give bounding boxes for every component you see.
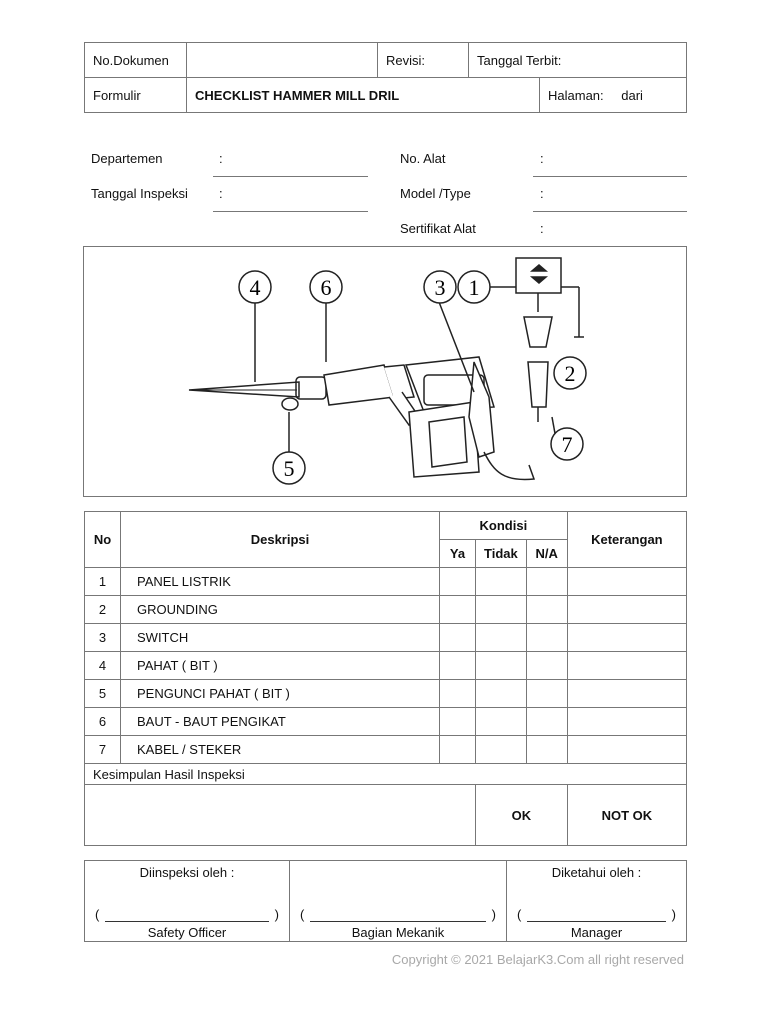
callout-1 [458, 271, 490, 303]
na-checkbox-cell[interactable] [526, 680, 567, 708]
ya-checkbox-cell[interactable] [440, 680, 476, 708]
na-checkbox-cell[interactable] [526, 652, 567, 680]
plug-shape [528, 362, 548, 407]
na-checkbox-cell[interactable] [526, 736, 567, 764]
tidak-checkbox-cell[interactable] [476, 596, 527, 624]
diinspeksi-label: Diinspeksi oleh : [139, 865, 235, 880]
model-type-label: Model /Type [400, 186, 471, 201]
halaman-cell [540, 78, 687, 113]
callout-2 [554, 357, 586, 389]
svg-text:3: 3 [434, 275, 446, 300]
ya-checkbox-cell[interactable] [440, 652, 476, 680]
checklist-row [85, 736, 687, 764]
keterangan-cell[interactable] [567, 652, 686, 680]
row-number: 4 [85, 652, 121, 680]
signature-cell-bagian-mekanik [290, 861, 507, 942]
ya-checkbox-cell[interactable] [440, 568, 476, 596]
na-checkbox-cell[interactable] [526, 568, 567, 596]
callout-5 [273, 452, 305, 484]
tidak-checkbox-cell[interactable] [476, 568, 527, 596]
callout-6 [310, 271, 342, 303]
col-tidak-header: Tidak [476, 540, 527, 568]
model-type-colon: : [540, 186, 544, 201]
tanggal-inspeksi-colon: : [219, 186, 223, 201]
diketahui-label: Diketahui oleh : [551, 865, 642, 880]
open-paren: ( [517, 907, 522, 922]
keterangan-cell[interactable] [567, 568, 686, 596]
role-safety-officer: Safety Officer [147, 925, 227, 940]
departemen-label: Departemen [91, 151, 163, 166]
keterangan-cell[interactable] [567, 708, 686, 736]
callout-7 [551, 428, 583, 460]
panel-box-shape [516, 258, 561, 293]
signature-underline [310, 921, 486, 922]
row-number: 6 [85, 708, 121, 736]
no-alat-field[interactable] [533, 176, 687, 177]
keterangan-cell[interactable] [567, 736, 686, 764]
bit-lock-shape [282, 398, 298, 410]
ya-checkbox-cell[interactable] [440, 624, 476, 652]
svg-text:4: 4 [249, 275, 261, 300]
tidak-checkbox-cell[interactable] [476, 652, 527, 680]
checklist-row [85, 624, 687, 652]
row-number: 1 [85, 568, 121, 596]
svg-text:6: 6 [320, 275, 332, 300]
ya-checkbox-cell[interactable] [440, 736, 476, 764]
keterangan-cell[interactable] [567, 680, 686, 708]
signature-underline [527, 921, 666, 922]
tanggal-inspeksi-label: Tanggal Inspeksi [91, 186, 188, 201]
open-paren: ( [300, 907, 305, 922]
halaman-label: Halaman: [548, 87, 604, 103]
callout-3 [424, 271, 456, 303]
callout-4 [239, 271, 271, 303]
checklist-row [85, 568, 687, 596]
col-ya-header: Ya [440, 540, 476, 568]
form-title: CHECKLIST HAMMER MILL DRIL [187, 78, 540, 113]
dari-label: dari [621, 87, 643, 103]
svg-text:7: 7 [561, 432, 573, 457]
model-type-field[interactable] [533, 211, 687, 212]
checklist-row [85, 596, 687, 624]
row-number: 5 [85, 680, 121, 708]
row-number: 3 [85, 624, 121, 652]
col-kondisi-header: Kondisi [440, 512, 568, 540]
na-checkbox-cell[interactable] [526, 708, 567, 736]
close-paren: ) [274, 907, 279, 922]
role-bagian-mekanik: Bagian Mekanik [351, 925, 445, 940]
ok-option[interactable]: OK [476, 785, 568, 846]
na-checkbox-cell[interactable] [526, 624, 567, 652]
col-no-header: No [85, 512, 121, 568]
hammer-drill-diagram [83, 246, 687, 497]
na-checkbox-cell[interactable] [526, 596, 567, 624]
sertifikat-alat-colon: : [540, 221, 544, 236]
open-paren: ( [95, 907, 100, 922]
cable-shape [484, 452, 534, 480]
departemen-colon: : [219, 151, 223, 166]
col-na-header: N/A [526, 540, 567, 568]
tanggal-inspeksi-field[interactable] [213, 211, 368, 212]
row-description: PAHAT ( BIT ) [121, 652, 440, 680]
row-number: 2 [85, 596, 121, 624]
not-ok-option[interactable]: NOT OK [567, 785, 686, 846]
tidak-checkbox-cell[interactable] [476, 708, 527, 736]
row-number: 7 [85, 736, 121, 764]
col-deskripsi-header: Deskripsi [121, 512, 440, 568]
checklist-table [84, 511, 687, 846]
svg-text:5: 5 [283, 456, 295, 481]
keterangan-cell[interactable] [567, 596, 686, 624]
row-description: PENGUNCI PAHAT ( BIT ) [121, 680, 440, 708]
role-manager: Manager [570, 925, 623, 940]
keterangan-cell[interactable] [567, 624, 686, 652]
svg-text:1: 1 [468, 275, 480, 300]
svg-text:2: 2 [564, 361, 576, 386]
row-description: BAUT - BAUT PENGIKAT [121, 708, 440, 736]
sertifikat-alat-label: Sertifikat Alat [400, 221, 476, 236]
no-dokumen-value[interactable] [187, 43, 378, 78]
no-alat-colon: : [540, 151, 544, 166]
document-header-table [84, 42, 687, 113]
socket-shape [524, 317, 552, 347]
checklist-row [85, 652, 687, 680]
row-description: KABEL / STEKER [121, 736, 440, 764]
row-description: GROUNDING [121, 596, 440, 624]
checklist-row [85, 708, 687, 736]
no-dokumen-label: No.Dokumen [85, 43, 187, 78]
checklist-row [85, 680, 687, 708]
row-description: PANEL LISTRIK [121, 568, 440, 596]
tanggal-terbit-label: Tanggal Terbit: [469, 43, 687, 78]
signature-cell-manager [507, 861, 687, 942]
chuck-shape [296, 377, 326, 399]
signature-table [84, 860, 687, 942]
close-paren: ) [491, 907, 496, 922]
signature-cell-safety-officer [85, 861, 290, 942]
row-description: SWITCH [121, 624, 440, 652]
copyright-text: Copyright © 2021 BelajarK3.Com all right reserved [391, 952, 684, 967]
col-keterangan-header: Keterangan [567, 512, 686, 568]
kesimpulan-notes[interactable] [85, 785, 476, 846]
ya-checkbox-cell[interactable] [440, 708, 476, 736]
tidak-checkbox-cell[interactable] [476, 624, 527, 652]
revisi-label: Revisi: [378, 43, 469, 78]
tidak-checkbox-cell[interactable] [476, 680, 527, 708]
close-paren: ) [671, 907, 676, 922]
hammer-drill-illustration [84, 247, 686, 496]
no-alat-label: No. Alat [400, 151, 446, 166]
ya-checkbox-cell[interactable] [440, 596, 476, 624]
departemen-field[interactable] [213, 176, 368, 177]
signature-underline [105, 921, 269, 922]
tidak-checkbox-cell[interactable] [476, 736, 527, 764]
kesimpulan-label: Kesimpulan Hasil Inspeksi [85, 764, 687, 785]
formulir-label: Formulir [85, 78, 187, 113]
